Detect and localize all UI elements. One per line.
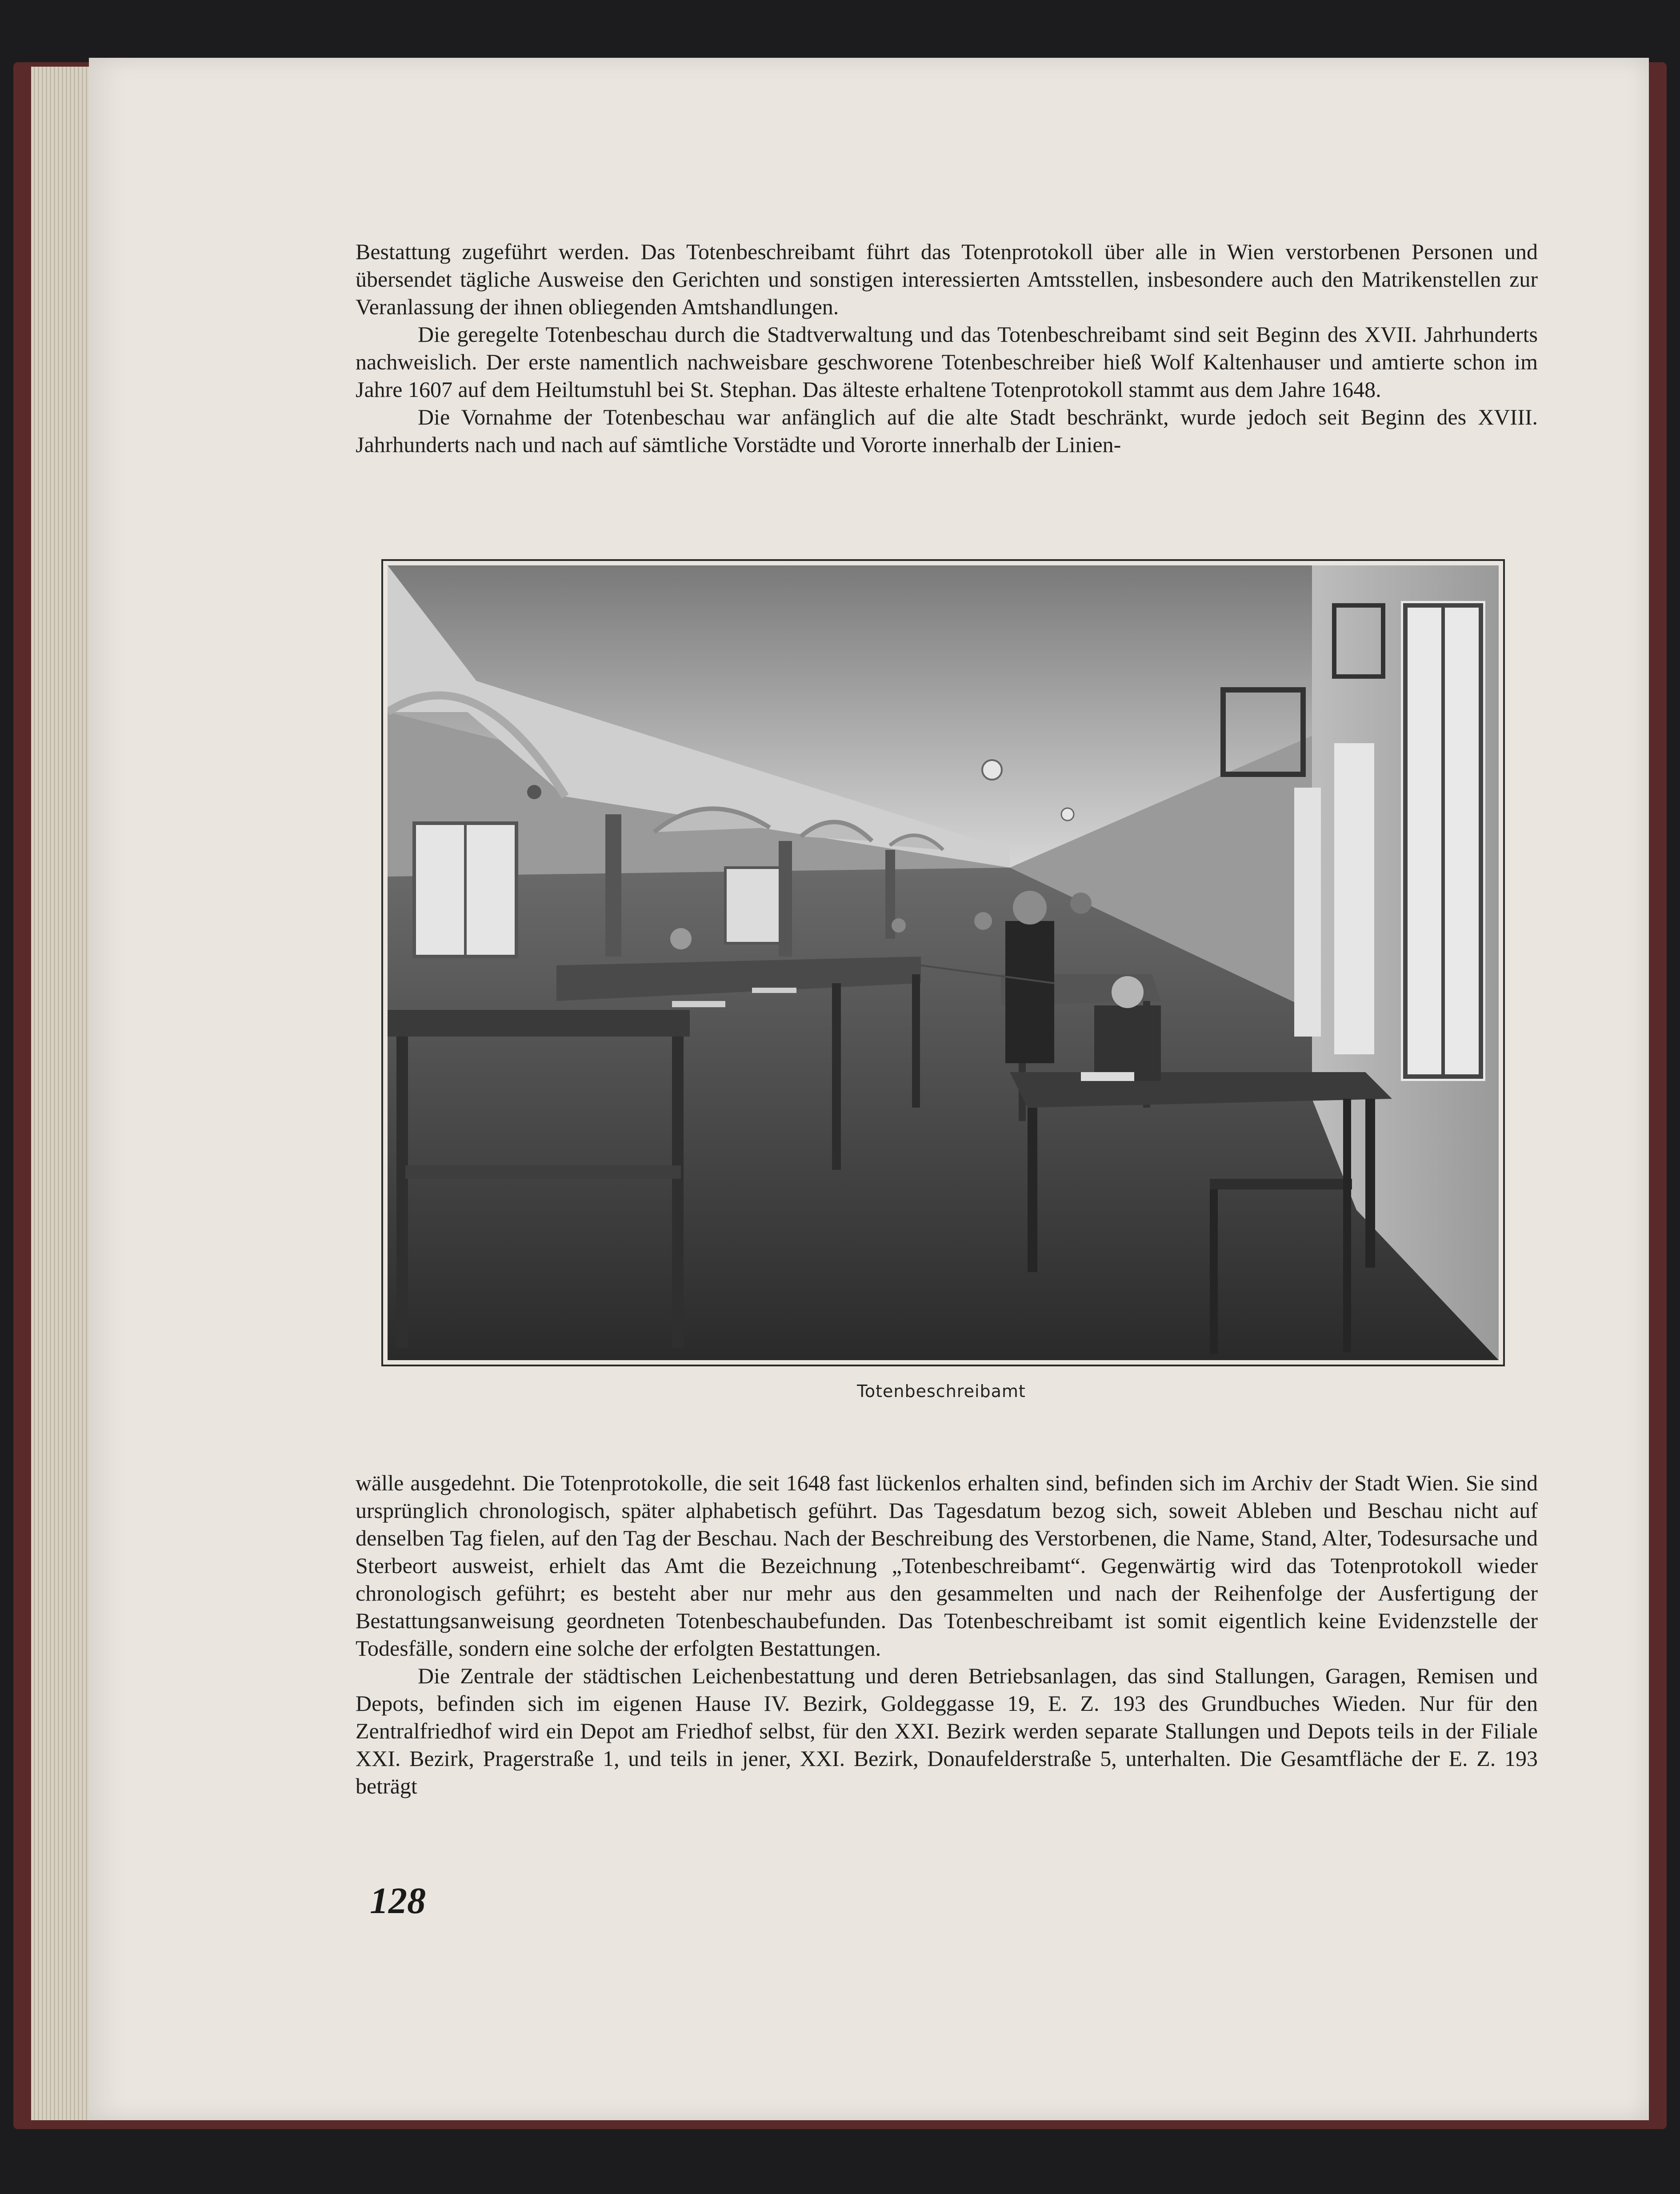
figure-caption: Totenbeschreibamt	[857, 1381, 1026, 1401]
paragraph: Die Zentrale der städtischen Leichenbestattung und deren Betriebsanlagen, das sind Stallungen, Garagen, Remisen und Depots, befinden sich im eigenen Hause IV. Bezirk, Goldeggasse 19, E. Z. 193 des Grundbuches Wieden. Nur für den Zentralfriedhof wird ein Depot am Friedhof selbst, für den XXI. Bezirk werden separate Stallungen und Depots teils in der Filiale XXI. Bezirk, Pragerstraße 1, und teils in jener, XXI. Bezirk, Donaufelderstraße 5, unterhalten. Die Gesamtfläche der E. Z. 193 beträgt	[356, 1663, 1538, 1798]
paragraph: Die Vornahme der Totenbeschau war anfänglich auf die alte Stadt beschränkt, wurde jedoch seit Beginn des XVIII. Jahrhunderts nach und nach auf sämtliche Vorstädte und Vororte innerhalb der Linien-	[356, 404, 1538, 457]
office-photo-illustration	[388, 565, 1499, 1360]
office-photo	[388, 565, 1499, 1360]
page-number: 128	[370, 1880, 426, 1922]
paragraph: Bestattung zugeführt werden. Das Totenbeschreibamt führt das Totenprotokoll über alle in Wien verstorbenen Personen und übersendet tägliche Ausweise den Gerichten und sonstigen interessierten Amtsstellen, insbesondere auch den Matrikenstellen zur Veranlassung der ihnen obliegenden Amtshandlungen.	[356, 239, 1538, 319]
page-edges	[31, 67, 98, 2120]
figure-frame	[381, 559, 1505, 1366]
paragraph: Die geregelte Totenbeschau durch die Stadtverwaltung und das Totenbeschreibamt sind seit Beginn des XVII. Jahrhunderts nachweislich. Der erste namentlich nachweisbare geschworene Totenbeschreiber hieß Wolf Kaltenhauser und amtierte schon im Jahre 1607 auf dem Heiltumstuhl bei St. Stephan. Das älteste erhaltene Totenprotokoll stammt aus dem Jahre 1648.	[356, 322, 1538, 402]
text-block-top	[356, 238, 1538, 458]
paragraph: wälle ausgedehnt. Die Totenprotokolle, die seit 1648 fast lückenlos erhalten sind, befinden sich im Archiv der Stadt Wien. Sie sind ursprünglich chronologisch, später alphabetisch geführt. Das Tagesdatum bezog sich, soweit Ableben und Beschau nicht auf denselben Tag fielen, auf den Tag der Beschau. Nach der Beschreibung des Verstorbenen, die Name, Stand, Alter, Todesursache und Sterbeort ausweist, erhielt das Amt die Bezeichnung „Totenbeschreibamt“. Gegenwärtig wird das Totenprotokoll wieder chronologisch geführt; es besteht aber nur mehr aus den gesammelten und nach der Reihenfolge der Ausfertigung der Bestattungsanweisung geordneten Totenbeschaubefunden. Das Totenbeschreibamt ist somit eigentlich keine Evidenzstelle der Todesfälle, sondern eine solche der erfolgten Bestattungen.	[356, 1470, 1538, 1661]
text-block-bottom	[356, 1469, 1538, 1800]
